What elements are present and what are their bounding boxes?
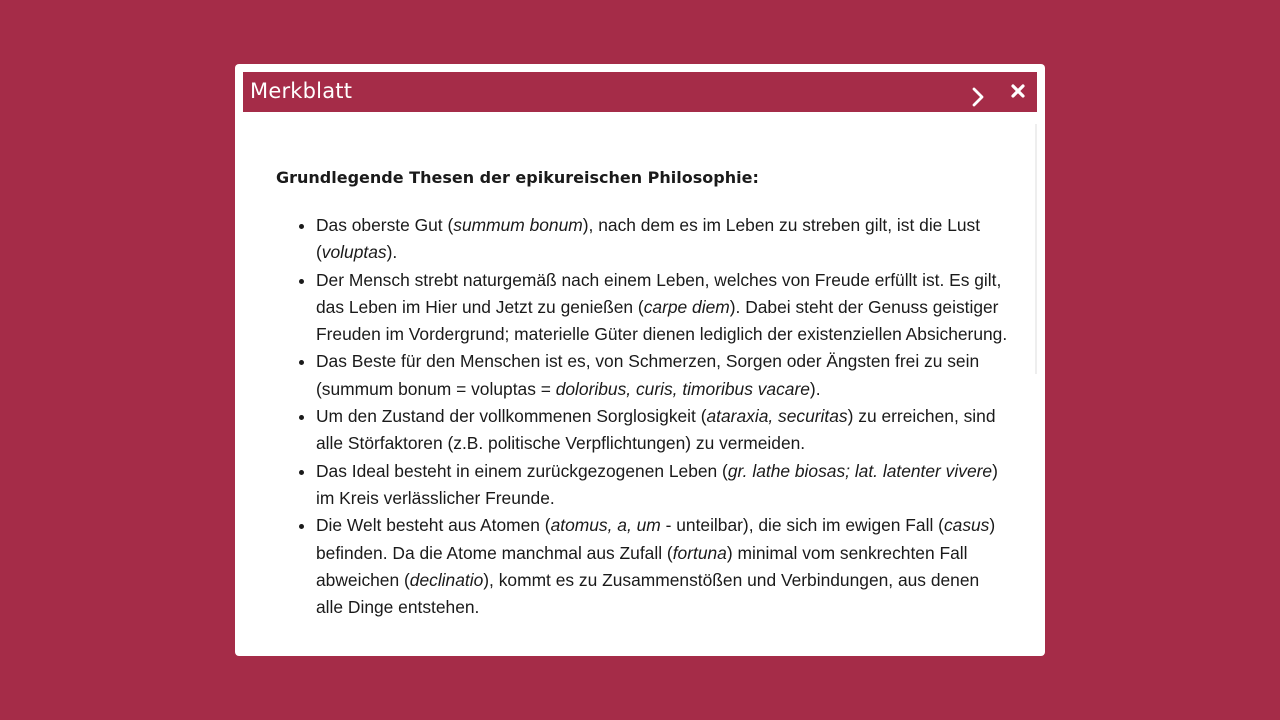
- latin-term: casus: [943, 515, 990, 536]
- thesis-text: ), nach dem es im Leben zu streben gilt, ist die Lust (: [316, 215, 981, 263]
- thesis-item: [316, 267, 1011, 349]
- thesis-text: Das oberste Gut (: [316, 215, 454, 235]
- thesis-text: Das Beste für den Menschen ist es, von Schmerzen, Sorgen oder Ängsten frei zu sein (summum bonum = voluptas =: [316, 351, 980, 399]
- content-heading: Grundlegende Thesen der epikureischen Philosophie:: [276, 168, 759, 187]
- thesis-text: ). Dabei steht der Genuss geistiger Freuden im Vordergrund; materielle Güter dienen lediglich der existenziellen Absicherung.: [316, 296, 1008, 345]
- thesis-text: ), kommt es zu Zusammenstößen und Verbindungen, aus denen alle Dinge entstehen.: [316, 569, 980, 618]
- latin-term: ataraxia, securitas: [706, 406, 848, 427]
- thesis-text: Der Mensch strebt naturgemäß nach einem Leben, welches von Freude erfüllt ist. Es gilt, das Leben im Hier und Jetzt zu genießen (: [316, 269, 1002, 317]
- thesis-list: [276, 212, 1011, 621]
- dialog-titlebar: [243, 72, 1037, 112]
- thesis-text: ) befinden. Da die Atome manchmal aus Zufall (: [316, 515, 996, 563]
- thesis-text: ) zu erreichen, sind alle Störfaktoren (z.B. politische Verpflichtungen) zu vermeiden.: [316, 406, 996, 454]
- sheet-content: [276, 168, 1011, 621]
- thesis-text: ).: [386, 242, 398, 263]
- merkblatt-dialog: [235, 64, 1045, 656]
- latin-term: voluptas: [321, 242, 387, 263]
- latin-term: declinatio: [409, 569, 484, 590]
- thesis-item: [316, 403, 1011, 458]
- latin-term: carpe diem: [643, 296, 730, 317]
- thesis-text: ) im Kreis verlässlicher Freunde.: [316, 460, 998, 508]
- thesis-item: [316, 458, 1011, 513]
- thesis-item: [316, 512, 1011, 621]
- thesis-text: - unteilbar), die sich im ewigen Fall (: [660, 515, 944, 536]
- dialog-title: Merkblatt: [250, 79, 353, 103]
- latin-term: atomus, a, um: [550, 515, 661, 536]
- next-button[interactable]: [965, 84, 991, 110]
- latin-term: summum bonum: [453, 215, 583, 235]
- thesis-item: [316, 212, 1011, 267]
- thesis-text: ).: [809, 378, 821, 399]
- thesis-text: ) minimal vom senkrechten Fall abweichen (: [316, 542, 968, 590]
- latin-term: doloribus, curis, timoribus vacare: [555, 378, 810, 399]
- latin-term: fortuna: [672, 542, 727, 563]
- scrollbar-track[interactable]: [1035, 124, 1037, 374]
- chevron-right-icon: [965, 84, 991, 110]
- thesis-text: Die Welt besteht aus Atomen (: [316, 515, 551, 536]
- close-button[interactable]: [1007, 80, 1029, 102]
- thesis-item: [316, 348, 1011, 403]
- latin-term: gr. lathe biosas; lat. latenter vivere: [727, 460, 993, 481]
- thesis-text: Das Ideal besteht in einem zurückgezogenen Leben (: [316, 460, 728, 481]
- thesis-text: Um den Zustand der vollkommenen Sorglosigkeit (: [316, 406, 707, 427]
- close-icon: [1007, 80, 1029, 102]
